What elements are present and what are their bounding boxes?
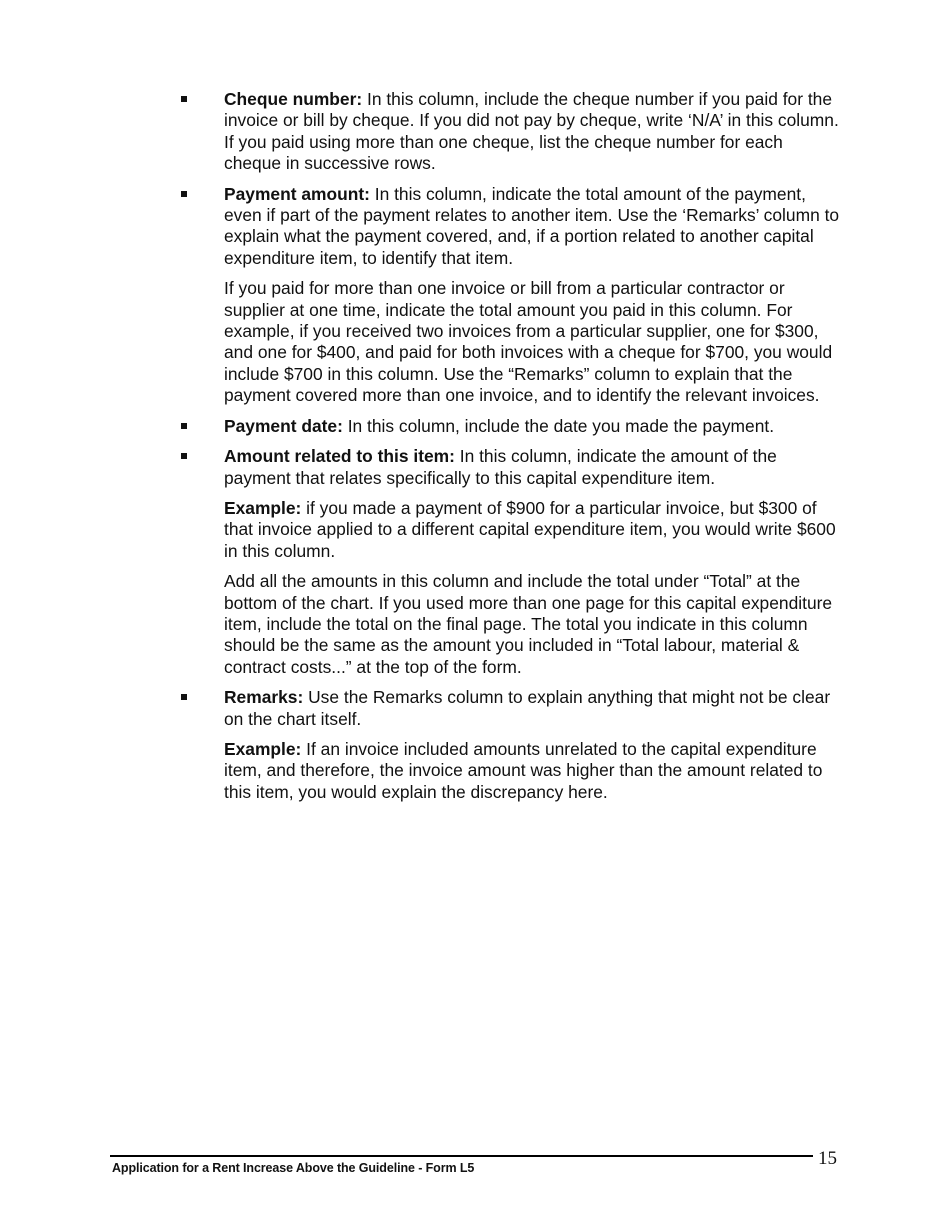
example-text: If an invoice included amounts unrelated to the capital expenditure item, and therefore, the invoice amount was higher than the amount related to this item, you would explain the discrepancy here. bbox=[224, 738, 823, 802]
square-bullet-icon bbox=[181, 423, 187, 429]
example-label: Example: bbox=[224, 497, 302, 518]
amount-related-followup bbox=[0, 571, 844, 678]
remarks-example bbox=[0, 739, 844, 803]
followup-paragraph: If you paid for more than one invoice or bill from a particular contractor or supplier at one time, indicate the total amount you paid in this column. For example, if you received two invoices from a particular supplier, one for $300, and one for $400, and paid for both invoices with a cheque for $700, you would include $700 in this column. Use the “Remarks” column to explain that the payment covered more than one invoice, and to identify the relevant invoices. bbox=[224, 278, 833, 406]
term-description: Use the Remarks column to explain anything that might not be clear on the chart itself. bbox=[224, 687, 831, 729]
bullet-paragraph bbox=[224, 416, 842, 437]
example-label: Example: bbox=[224, 738, 302, 759]
document-body bbox=[0, 89, 950, 812]
term-label: Payment date: bbox=[224, 415, 343, 436]
term-description: In this column, indicate the total amount of the payment, even if part of the payment relates to another item. Use the ‘Remarks’ column to explain what the payment covered, and, if a portion related to another capital expenditure item, to identify that item. bbox=[224, 183, 840, 268]
bullet-item-cheque-number bbox=[0, 89, 842, 175]
example-text: if you made a payment of $900 for a particular invoice, but $300 of that invoice applied to a different capital expenditure item, you would write $600 in this column. bbox=[224, 497, 836, 561]
amount-related-example bbox=[0, 498, 844, 562]
term-label: Payment amount: bbox=[224, 183, 370, 204]
bullet-paragraph bbox=[224, 184, 842, 270]
square-bullet-icon bbox=[181, 694, 187, 700]
payment-amount-followup bbox=[0, 278, 844, 406]
term-description: In this column, include the date you made the payment. bbox=[342, 415, 775, 436]
example-paragraph bbox=[224, 739, 844, 803]
square-bullet-icon bbox=[181, 453, 187, 459]
bullet-item-amount-related bbox=[0, 446, 842, 489]
bullet-paragraph bbox=[224, 89, 842, 175]
bullet-item-payment-amount bbox=[0, 184, 842, 270]
bullet-paragraph bbox=[224, 446, 842, 489]
term-label: Remarks: bbox=[224, 687, 304, 708]
term-description: In this column, include the cheque number if you paid for the invoice or bill by cheque. If you did not pay by cheque, write ‘N/A’ in this column. If you paid using more than one cheque, list the cheque number for each cheque in successive rows. bbox=[224, 89, 839, 174]
square-bullet-icon bbox=[181, 191, 187, 197]
bullet-paragraph bbox=[224, 687, 842, 730]
term-label: Amount related to this item: bbox=[224, 446, 455, 467]
example-paragraph bbox=[224, 498, 844, 562]
footer-divider bbox=[110, 1155, 813, 1157]
term-description: In this column, indicate the amount of the payment that relates specifically to this capital expenditure item. bbox=[224, 446, 777, 488]
page-number: 15 bbox=[818, 1148, 837, 1169]
square-bullet-icon bbox=[181, 96, 187, 102]
bullet-item-remarks bbox=[0, 687, 842, 730]
followup-paragraph: Add all the amounts in this column and include the total under “Total” at the bottom of the chart. If you used more than one page for this capital expenditure item, include the total on the final page. The total you indicate in this column should be the same as the amount you included in “Total labour, material & contract costs...” at the top of the form. bbox=[224, 571, 833, 677]
term-label: Cheque number: bbox=[224, 89, 363, 109]
bullet-item-payment-date bbox=[0, 416, 842, 437]
footer-title: Application for a Rent Increase Above the Guideline - Form L5 bbox=[112, 1161, 475, 1175]
